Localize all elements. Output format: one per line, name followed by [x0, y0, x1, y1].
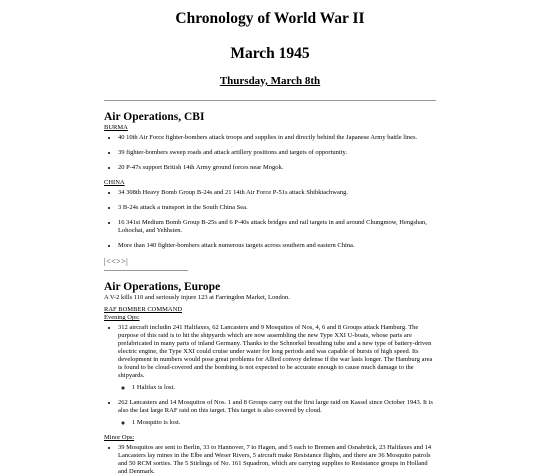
- list-item: [118, 399, 436, 427]
- sub-list-item: ◦ 1 Halifax is lost.: [132, 384, 436, 392]
- sub-list-item: ◦ 1 Mosquito is lost.: [132, 419, 436, 427]
- europe-intro: A V-2 kills 110 and seriously injure 123 at Farringdon Market, London.: [104, 294, 290, 301]
- evening-ops-label: Evening Ops:: [104, 314, 140, 321]
- list-item: [118, 324, 436, 392]
- minor-ops-label: Minor Ops:: [104, 434, 135, 441]
- list-item: • 39 fighter-bombers sweep roads and attack artillery positions and targets of opportunity.: [118, 149, 436, 157]
- content: [0, 10, 540, 476]
- list-item: • 16 341st Medium Bomb Group B-25s and 6 P-40s attack bridges and rail targets in and around Chungmow, Hengshan, Lohochai, and Yehhsien.: [118, 219, 436, 235]
- date-title: Thursday, March 8th: [219, 75, 321, 87]
- subsection-raf: RAF BOMBER COMMAND: [104, 306, 183, 313]
- list-item-text: 312 aircraft includin 241 Halifaxes, 62 Lancasters and 9 Mosquitos of Nos, 4, 6 and 8 Groups attack Hamburg. The purpose of this raid is to hit the shipyards which are now assembling the new Type XXI U-boats, whose parts are prefabricated in many parts of inland Germany. Thanks to the Schnorkel breathing tube and a new type of battery-driven electric engine, the Type XXI could cruise under water for long periods and was capable of bursts of high speed. Its development in numbers would pose great problems for Allied convoy defense if the war lasts longer. The Hamburg area is found to be cloud-covered and the bombing is not expected to be accurate enough to cause much damage to the shipyards.: [118, 324, 433, 379]
- section-heading-cbi: Air Operations, CBI: [104, 111, 205, 123]
- list-item: • 34 308th Heavy Bomb Group B-24s and 21 14th Air Force P-51s attack Shihkiachwang.: [118, 189, 436, 197]
- page: [0, 10, 540, 475]
- list-item: • 40 10th Air Force fighter-bombers attack troops and supplies in and directly behind the Japanese Army battle lines.: [118, 134, 436, 142]
- subsection-burma: BURMA: [104, 124, 128, 131]
- subsection-china: CHINA: [104, 179, 125, 186]
- sub-list: [118, 419, 436, 427]
- list-item: • 39 Mosquitos are sent to Berlin, 33 to Hannover, 7 to Hagen, and 5 each to Bremen and Osnabrück, 23 Halifaxes and 14 Lancasters lay mines in the Elbe and Weser Rivers, 5 aircraft make Resistance flights, and there are 36 Mosquito patrols and 50 RCM sorties. The 5 Stirlings of No. 161 Squadron, which are carrying supplies to Resistance groups in Holland and Denmark.: [118, 444, 436, 476]
- navigation-bar: [104, 257, 436, 267]
- divider: [104, 100, 436, 101]
- list-item: • 20 P-47s support British 14th Army ground forces near Mogok.: [118, 164, 436, 172]
- short-divider: [104, 270, 188, 271]
- nav-next-button[interactable]: >: [116, 257, 122, 266]
- nav-prev-button[interactable]: <: [111, 257, 117, 266]
- month-title: March 1945: [230, 45, 310, 62]
- list-item: • 3 B-24s attack a transport in the South China Sea.: [118, 204, 436, 212]
- section-heading-europe: Air Operations, Europe: [104, 281, 221, 293]
- nav-first-button[interactable]: |<: [104, 257, 112, 266]
- list-item-text: 262 Lancasters and 14 Mosquitos of Nos. 1 and 8 Groups carry out the first large raid on Kassel since October 1943. It is also the last large RAF raid on this target. This target is also covered by cloud.: [118, 399, 433, 414]
- nav-last-button[interactable]: >|: [121, 257, 129, 266]
- minor-ops-list: [104, 444, 436, 476]
- sub-list: [118, 384, 436, 392]
- china-list: [104, 189, 436, 250]
- page-title: Chronology of World War II: [175, 10, 365, 27]
- evening-ops-list: [104, 324, 436, 427]
- list-item: • More than 140 fighter-bombers attack numerous targets across southern and eastern China.: [118, 242, 436, 250]
- burma-list: [104, 134, 436, 172]
